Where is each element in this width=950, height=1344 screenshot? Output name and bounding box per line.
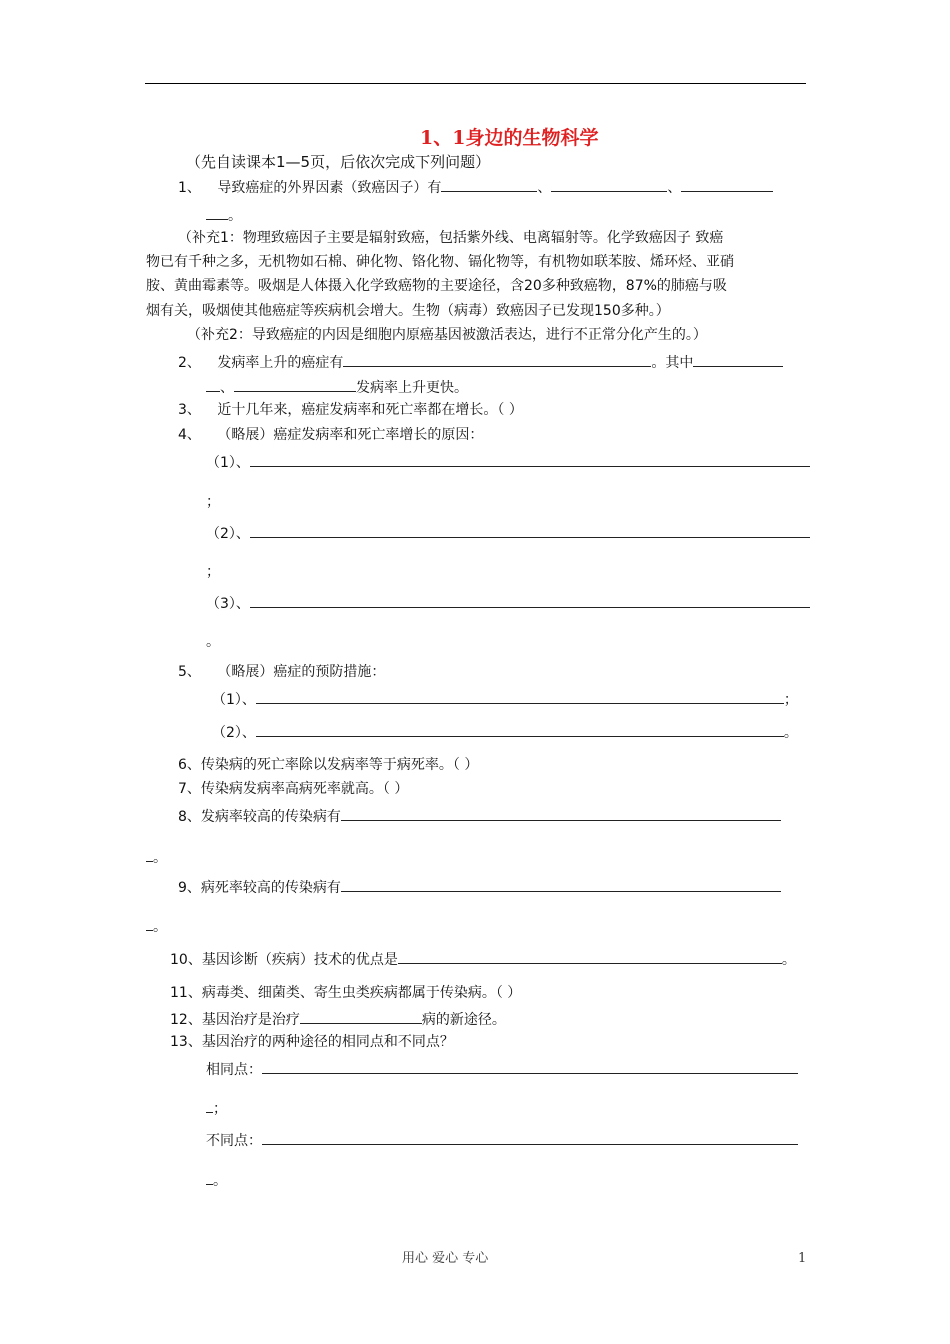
question-text: 导致癌症的外界因素（致癌因子）有 [217, 180, 442, 196]
answer-blank[interactable] [262, 1130, 798, 1145]
question-5 [178, 663, 385, 681]
answer-blank[interactable] [250, 452, 810, 467]
question-9 [178, 877, 781, 897]
question-number: 1、 [178, 180, 201, 196]
question-text: 近十几年来，癌症发病率和死亡率都在增长。（ ） [217, 402, 523, 418]
item-end: ； [206, 494, 220, 510]
separator: 、 [220, 380, 234, 396]
answer-blank[interactable] [341, 877, 781, 892]
question-5-item-2 [212, 722, 798, 742]
question-number: 5、 [178, 664, 201, 680]
question-3 [178, 401, 523, 419]
item-end: ； [206, 564, 220, 580]
question-11: 11、病毒类、细菌类、寄生虫类疾病都属于传染病。（ ） [170, 985, 522, 1001]
item-label: 不同点： [206, 1133, 262, 1149]
question-number: 4、 [178, 427, 201, 443]
footer-motto: 用心 爱心 专心 [402, 1251, 489, 1266]
question-5-item-1 [212, 689, 798, 709]
answer-blank[interactable] [206, 1098, 213, 1113]
question-number: 3、 [178, 402, 201, 418]
answer-blank[interactable] [256, 722, 784, 737]
header-rule [145, 83, 806, 84]
answer-blank[interactable] [206, 377, 220, 392]
question-text: 9、病死率较高的传染病有 [178, 880, 341, 896]
question-text: 8、发病率较高的传染病有 [178, 809, 341, 825]
question-text: 10、基因诊断（疾病）技术的优点是 [170, 952, 398, 968]
separator: 、 [537, 180, 552, 196]
question-number: 2、 [178, 355, 201, 371]
answer-blank[interactable] [250, 593, 810, 608]
question-1 [178, 177, 773, 197]
question-text-end: 病的新途径。 [421, 1012, 506, 1028]
question-7: 7、传染病发病率高病死率就高。（ ） [178, 781, 409, 797]
question-9-cont [146, 916, 167, 936]
question-13-same-cont [206, 1098, 227, 1118]
question-4 [178, 426, 483, 444]
question-2 [178, 352, 783, 372]
item-end: 。 [783, 725, 798, 741]
item-label: 相同点： [206, 1062, 262, 1078]
line-end: 。 [781, 952, 796, 968]
line-end: 。 [153, 919, 167, 935]
supplement-1-line-4: 烟有关，吸烟使其他癌症等疾病机会增大。生物（病毒）致癌因子已发现150多种。） [146, 303, 670, 319]
question-1-cont [206, 205, 242, 225]
question-text-mid: 。其中 [651, 355, 694, 371]
line-end: 。 [213, 1173, 227, 1189]
question-text: （略展）癌症的预防措施： [217, 664, 386, 680]
question-text: 12、基因治疗是治疗 [170, 1012, 300, 1028]
question-13: 13、基因治疗的两种途径的相同点和不同点？ [170, 1034, 454, 1050]
item-end: 。 [206, 634, 220, 650]
question-12 [170, 1009, 506, 1029]
question-2-cont [206, 377, 468, 397]
question-6: 6、传染病的死亡率除以发病率等于病死率。（ ） [178, 757, 479, 773]
supplement-1-line-1: （补充1：物理致癌因子主要是辐射致癌，包括紫外线、电离辐射等。化学致癌因子 致癌 [178, 230, 724, 246]
answer-blank[interactable] [262, 1059, 798, 1074]
supplement-1-line-2: 物已有千种之多，无机物如石棉、砷化物、铬化物、镉化物等，有机物如联苯胺、烯环烃、亚硝 [146, 254, 734, 270]
answer-blank[interactable] [693, 352, 783, 367]
answer-blank[interactable] [206, 205, 228, 220]
item-label: （2）、 [206, 526, 250, 542]
answer-blank[interactable] [398, 949, 782, 964]
line-end: ； [213, 1101, 227, 1117]
question-13-same [206, 1059, 798, 1079]
page-number: 1 [798, 1251, 807, 1266]
supplement-1-line-3: 胺、黄曲霉素等。吸烟是人体摄入化学致癌物的主要途径，含20多种致癌物，87%的肺癌与吸 [146, 278, 727, 294]
supplement-2: （补充2：导致癌症的内因是细胞内原癌基因被激活表达，进行不正常分化产生的。） [187, 327, 707, 343]
item-end: ； [783, 692, 798, 708]
question-text: （略展）癌症发病率和死亡率增长的原因： [217, 427, 484, 443]
answer-blank[interactable] [441, 177, 537, 192]
item-label: （1）、 [206, 455, 250, 471]
question-text-end: 发病率上升更快。 [356, 380, 468, 396]
answer-blank[interactable] [300, 1009, 422, 1024]
page-title: 1、1身边的生物科学 [420, 127, 599, 149]
answer-blank[interactable] [343, 352, 651, 367]
question-13-diff-cont [206, 1170, 227, 1190]
question-text: 发病率上升的癌症有 [217, 355, 344, 371]
answer-blank[interactable] [681, 177, 773, 192]
answer-blank[interactable] [256, 689, 784, 704]
answer-blank[interactable] [206, 1170, 213, 1185]
question-4-item-2 [206, 523, 810, 543]
question-13-diff [206, 1130, 798, 1150]
item-label: （3）、 [206, 596, 250, 612]
answer-blank[interactable] [551, 177, 667, 192]
answer-blank[interactable] [250, 523, 810, 538]
item-label: （2）、 [212, 725, 256, 741]
question-8-cont [146, 847, 167, 867]
question-4-item-3 [206, 593, 810, 613]
subtitle: （先自读课本1—5页，后依次完成下列问题） [186, 153, 491, 171]
item-label: （1）、 [212, 692, 256, 708]
answer-blank[interactable] [146, 916, 153, 931]
separator: 、 [667, 180, 682, 196]
line-end: 。 [153, 850, 167, 866]
answer-blank[interactable] [341, 806, 781, 821]
answer-blank[interactable] [146, 847, 153, 862]
question-10 [170, 949, 796, 969]
line-end: 。 [228, 208, 242, 224]
answer-blank[interactable] [234, 377, 356, 392]
question-4-item-1 [206, 452, 810, 472]
question-8 [178, 806, 781, 826]
